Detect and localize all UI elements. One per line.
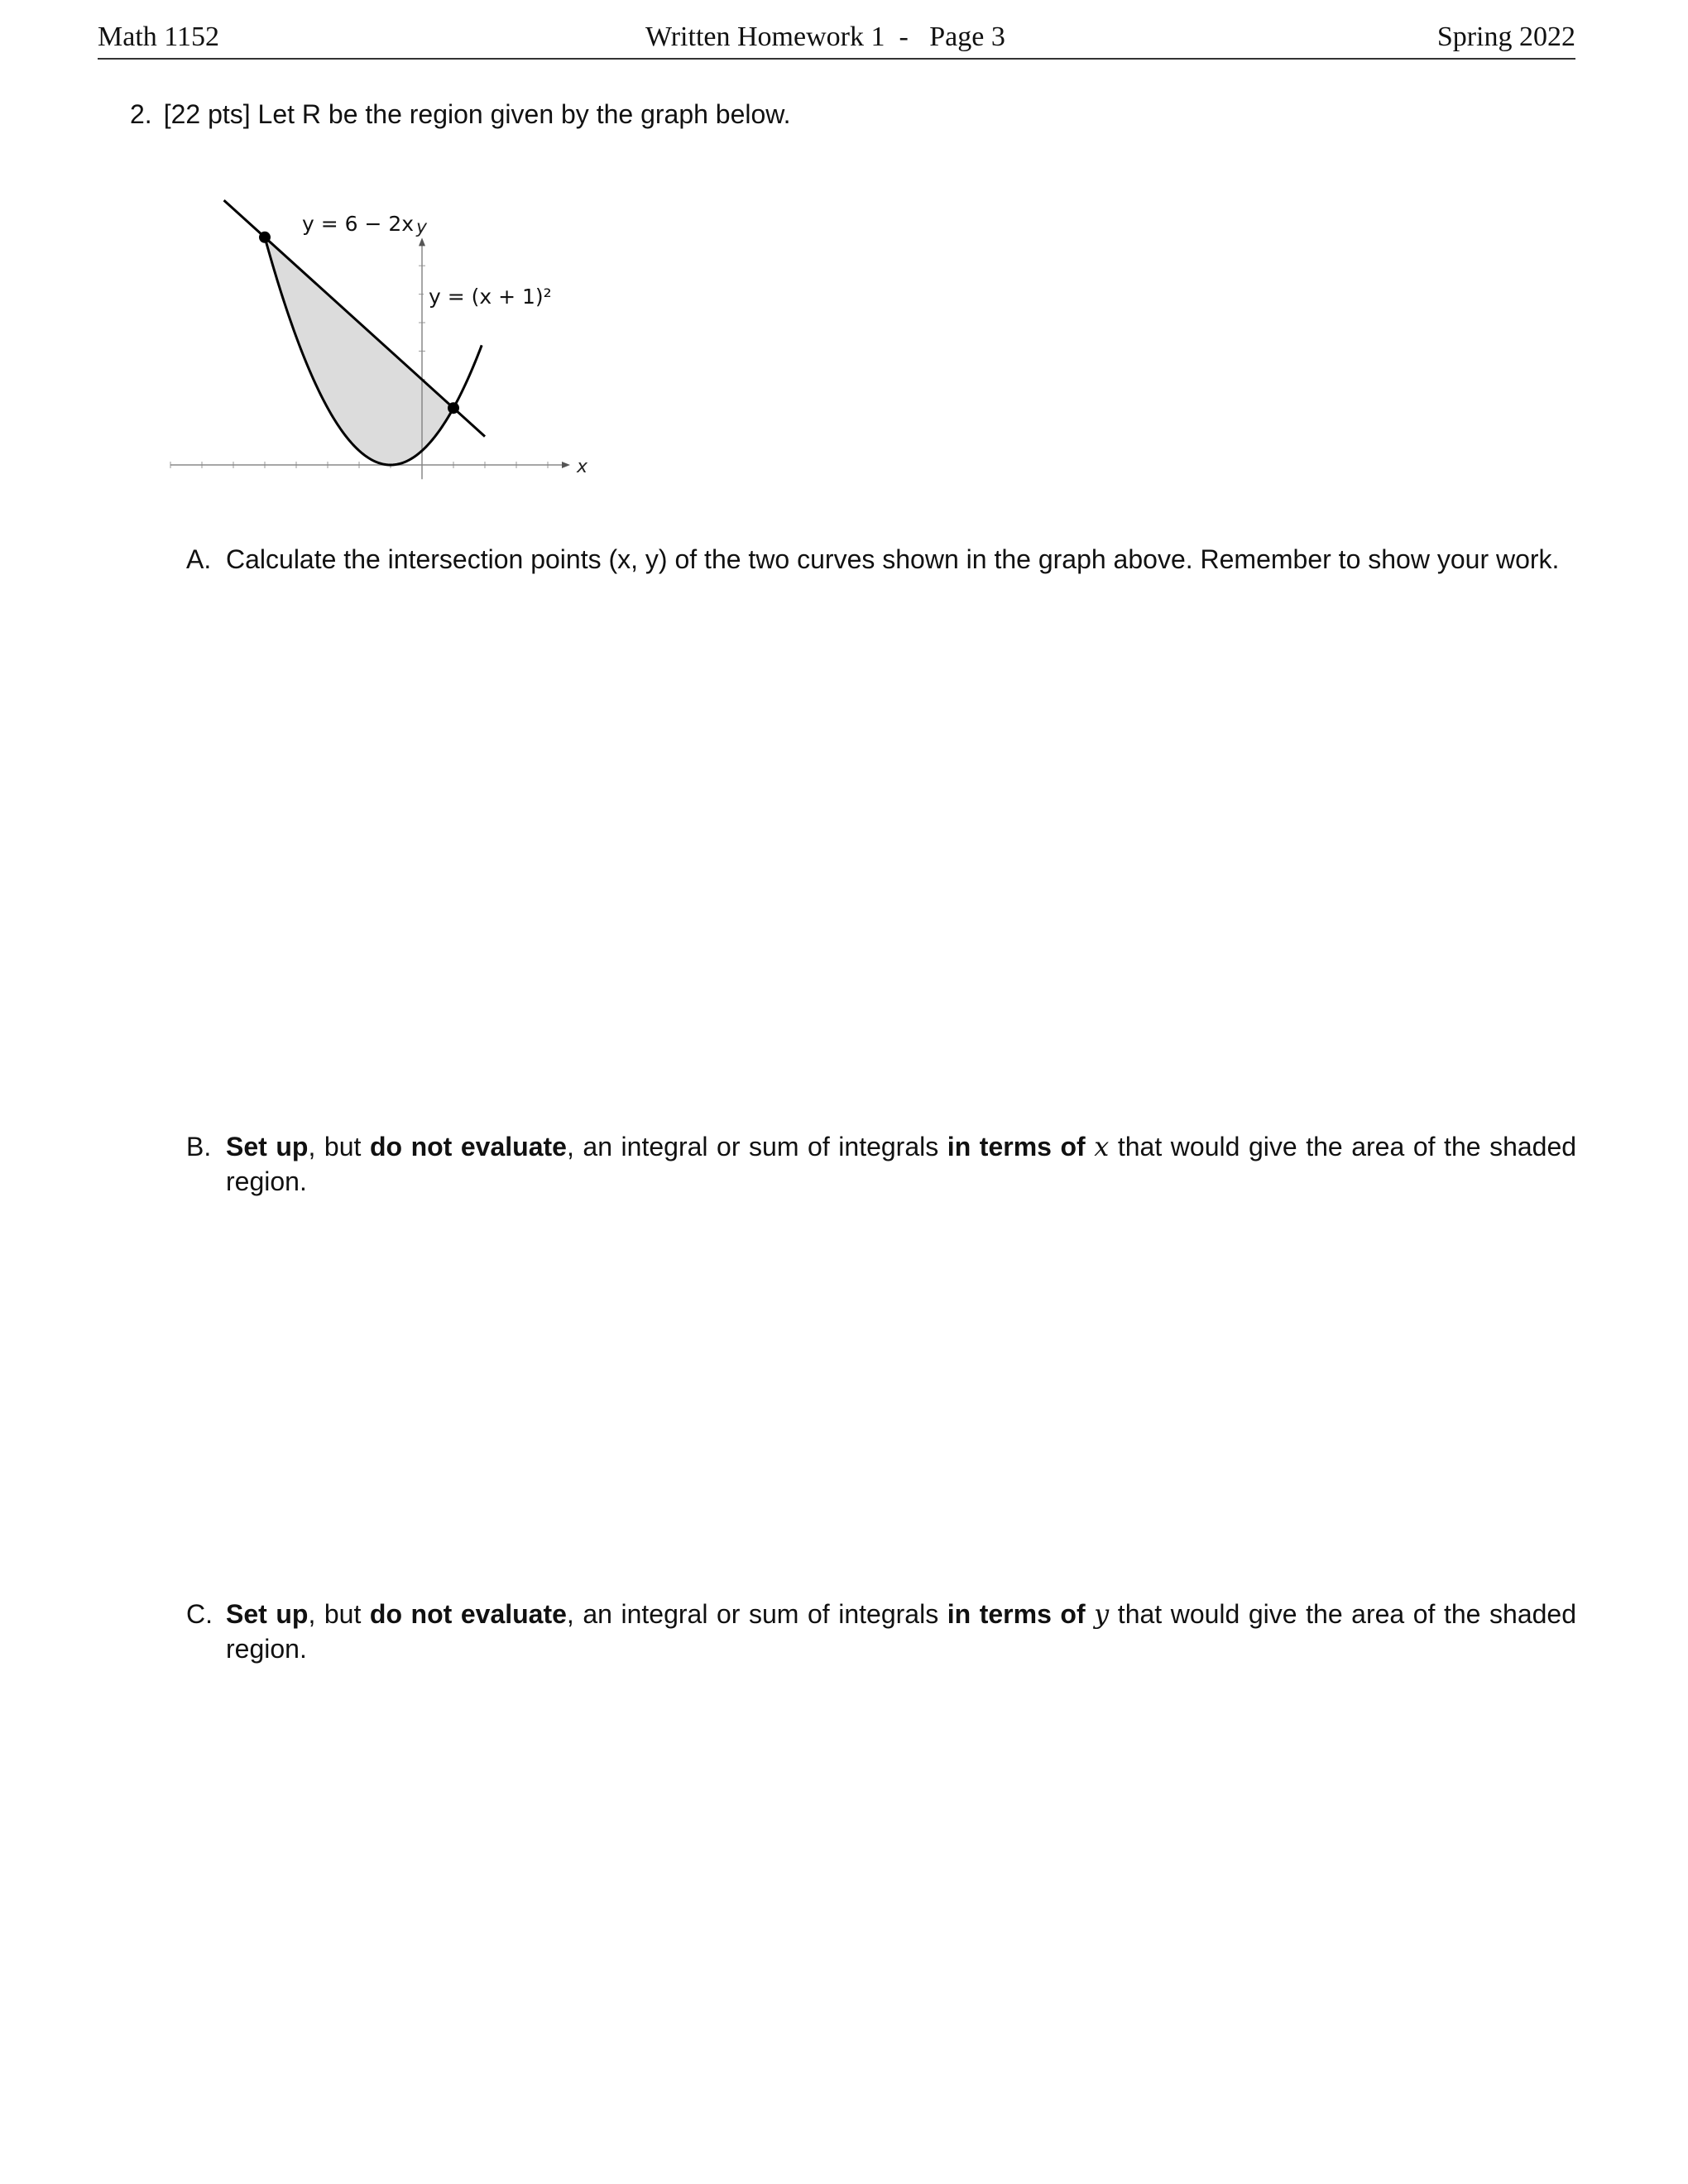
part-c-not-evaluate: do not evaluate: [369, 1599, 567, 1629]
term-label: Spring 2022: [1436, 22, 1575, 52]
x-axis-label: x: [577, 457, 588, 477]
part-c-variable: y: [1094, 1598, 1110, 1630]
part-c-line1: [186, 1597, 1576, 1631]
line-equation-label: y = 6 − 2x: [302, 212, 415, 236]
part-c-line2: region.: [226, 1634, 307, 1664]
part-c-text3: that would give the area of the shaded: [1109, 1599, 1576, 1629]
y-axis-label: y: [416, 217, 428, 238]
part-b-variable: x: [1094, 1131, 1110, 1162]
intersection-point-2: [448, 402, 459, 414]
problem-statement: [130, 99, 791, 130]
region-graph-svg: [165, 145, 596, 505]
y-axis-arrow: [419, 237, 425, 246]
x-axis-arrow: [562, 462, 570, 468]
part-c: [186, 1597, 1576, 1666]
part-b-setup: Set up: [226, 1132, 309, 1161]
problem-prompt: Let R be the region given by the graph below.: [257, 99, 791, 129]
part-c-letter: C.: [186, 1599, 213, 1629]
part-a-letter: A.: [186, 544, 212, 574]
part-c-setup: Set up: [226, 1599, 309, 1629]
part-b-line1: [186, 1129, 1576, 1164]
part-b-text2: , an integral or sum of integrals: [566, 1132, 947, 1161]
part-c-in-terms-of: in terms of: [947, 1599, 1086, 1629]
part-b-not-evaluate: do not evaluate: [369, 1132, 567, 1161]
parabola-equation-label: y = (x + 1)²: [429, 285, 552, 309]
part-a-text: Calculate the intersection points (x, y) of the two curves shown in the graph above. Remember to show your work.: [226, 544, 1560, 574]
part-a: [186, 542, 1576, 577]
part-b-line2: region.: [226, 1166, 307, 1196]
problem-points: [22 pts]: [163, 99, 251, 129]
part-b-text1: , but: [308, 1132, 370, 1161]
course-title: Math 1152: [98, 22, 220, 52]
assignment-title: Written Homework 1 - Page 3: [645, 22, 1005, 52]
page-header: [98, 18, 1575, 60]
part-c-text2: , an integral or sum of integrals: [566, 1599, 947, 1629]
intersection-point-1: [259, 232, 271, 243]
problem-number: 2.: [130, 99, 152, 129]
part-b-letter: B.: [186, 1132, 212, 1161]
part-b-in-terms-of: in terms of: [947, 1132, 1086, 1161]
part-b-text3: that would give the area of the shaded: [1109, 1132, 1577, 1161]
part-b: [186, 1129, 1576, 1199]
region-graph: [165, 145, 596, 505]
part-c-text1: , but: [308, 1599, 370, 1629]
